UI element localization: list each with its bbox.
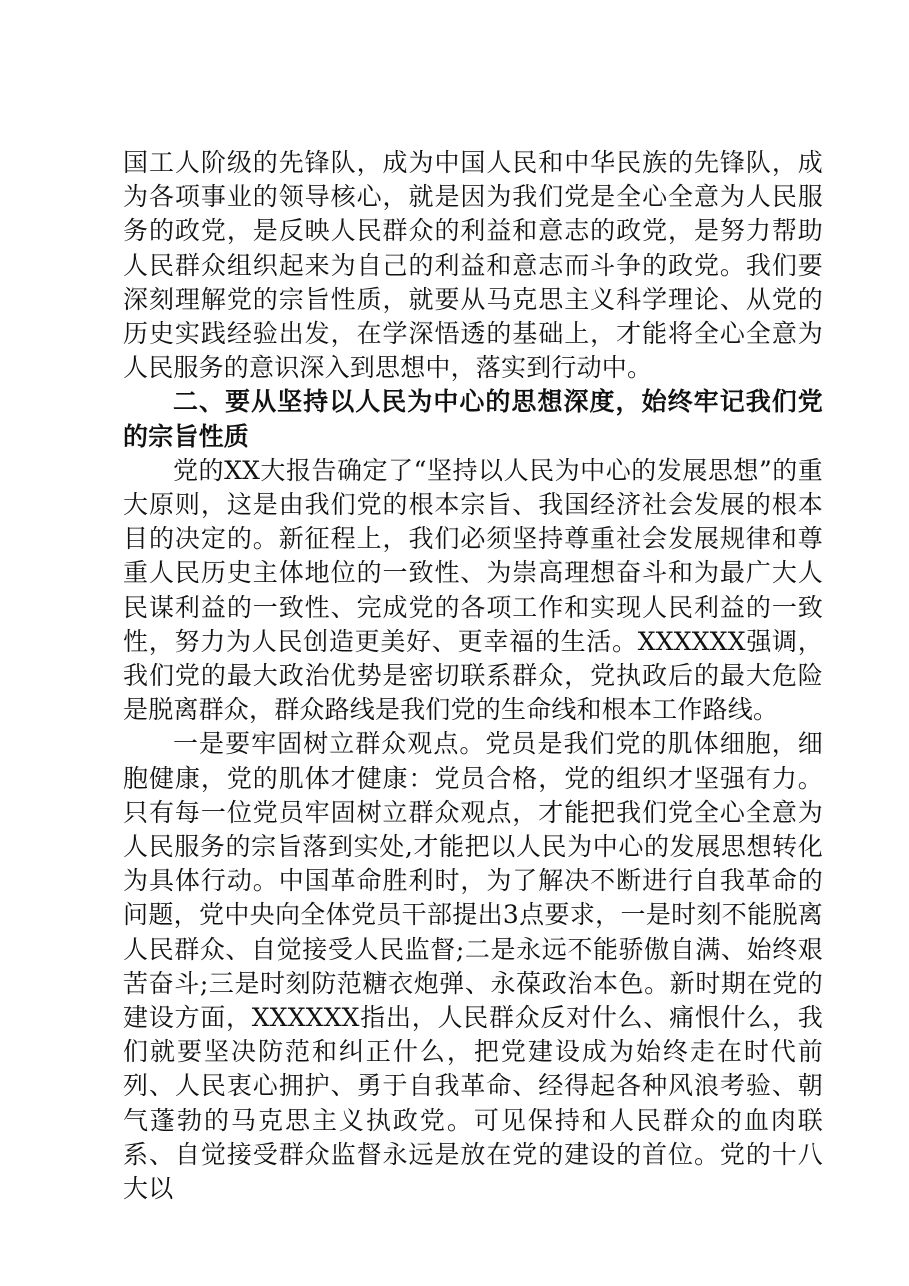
body-paragraph: 党的XX大报告确定了“坚持以人民为中心的发展思想”的重大原则，这是由我们党的根本宗旨、我国经济社会发展的根本目的决定的。新征程上，我们必须坚持尊重社会发展规律和尊重人民历史主体地位的一致性、为崇高理想奋斗和为最广大人民谋利益的一致性、完成党的各项工作和实现人民利益的一致性，努力为人民创造更美好、更幸福的生活。XXXXXX强调，我们党的最大政治优势是密切联系群众，党执政后的最大危险是脱离群众，群众路线是我们党的生命线和根本工作路线。 — [123, 455, 823, 725]
document-body — [123, 146, 823, 1206]
body-paragraph-continued: 国工人阶级的先锋队，成为中国人民和中华民族的先锋队，成为各项事业的领导核心，就是因为我们党是全心全意为人民服务的政党，是反映人民群众的利益和意志的政党，是努力帮助人民群众组织起来为自己的利益和意志而斗争的政党。我们要深刻理解党的宗旨性质，就要从马克思主义科学理论、从党的历史实践经验出发，在学深悟透的基础上，才能将全心全意为人民服务的意识深入到思想中，落实到行动中。 — [123, 148, 823, 383]
section-heading: 二、要从坚持以人民为中心的思想深度，始终牢记我们党的宗旨性质 — [123, 387, 823, 451]
body-paragraph: 一是要牢固树立群众观点。党员是我们党的肌体细胞，细胞健康，党的肌体才健康：党员合格，党的组织才坚强有力。只有每一位党员牢固树立群众观点，才能把我们党全心全意为人民服务的宗旨落到实处,才能把以人民为中心的发展思想转化为具体行动。中国革命胜利时，为了解决不断进行自我革命的问题，党中央向全体党员干部提出3点要求，一是时刻不能脱离人民群众、自觉接受人民监督;二是永远不能骄傲自满、始终艰苦奋斗;三是时刻防范糖衣炮弹、永葆政治本色。新时期在党的建设方面，XXXXXX指出，人民群众反对什么、痛恨什么，我们就要坚决防范和纠正什么，把党建设成为始终走在时代前列、人民衷心拥护、勇于自我革命、经得起各种风浪考验、朝气蓬勃的马克思主义执政党。可见保持和人民群众的血肉联系、自觉接受群众监督永远是放在党的建设的首位。党的十八大以 — [123, 729, 823, 1204]
